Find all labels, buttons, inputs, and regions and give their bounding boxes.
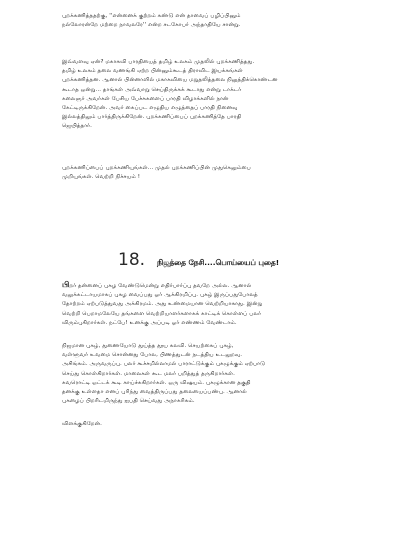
text-line: ஜெயித்தார். [62, 123, 92, 130]
first-line-text: றர் தன்னைப் புகழ வேண்டுமென்று எதிர்பார்ப்பு தவறே அல்ல. ஆனால் [69, 283, 252, 289]
text-line: இவ்வளவு ஏன்? மகாகவி பாரதியைத் தமிழ் உலகம் முதலில் புறக்கணித்தது. [62, 59, 255, 65]
text-line: தமிழ் உலகம் தலை வணங்கி ஏற்ற பின்னும்கூடத் திராவிட இயக்கங்கள் [62, 68, 243, 75]
text-line: செய்து கொள்கிறார்கள். மாலைகள் கூட மலர் பறித்துத் தருகிறார்கள். [62, 370, 235, 377]
text-line: தோற்றம் ஏற்படுத்துவது அக்கிரமம். அது உண்மையான வெற்றியாகாது. இன்று [62, 301, 263, 308]
text-line: தனக்கு உள்ளதா எனப் புரிந்து வைத்திருப்பது தலையைப்பண்பு. ஆனால் [62, 389, 247, 396]
text-line: விரும்புகிறார்கள். நட்பே! உனக்கு அப்படி ஓர் எண்ணம் வேண்டாம். [62, 319, 237, 326]
paragraph-5 [62, 342, 362, 406]
text-line: நிஜமான புகழ், துணையோடு துய்த்த தூய கலவி. செயற்கைப் புகழ், [62, 343, 234, 349]
text-line: புறக்கணித்ததற்கு, ''என்னைக் குற்றம் கண்டு என் தாவைப் பழிப்பினும் [62, 13, 241, 19]
text-line: சுவரொட்டி ஒட்டக் கூடி காய்ச்சுகிறார்கள். ஒரு விஷயம். புகழுக்கான தகுதி [62, 379, 251, 386]
paragraph-2 [62, 58, 362, 132]
text-line: வலுக்கட்டாயமாகப் புகழ வைப்பது ஓர் ஆக்கிரமிப்பு. புகழ் இருப்பதுபோலத் [62, 292, 258, 299]
text-line [62, 280, 362, 291]
text-line: கேட்டிருக்கிறேன். அவர் கைப்பட எழுதிய எழுத்தைப் பாரதி நினைவு [62, 105, 238, 112]
chapter-title: நிஜத்தை நேசி....பொய்யைப் புதை! [157, 258, 280, 267]
text-line: வெற்றி பெறாமலேயே தங்களை வெற்றியாளர்களாகக் காட்டிக் கொள்ளப் பலர் [62, 310, 262, 317]
text-line: கூடாத ஒன்று... தாங்கள் அவ்வாறு செய்திருக்கக் கூடாது என்று டாக்டர் [62, 86, 242, 93]
closing-line: விளக்குகிறேன். [62, 421, 102, 427]
paragraph-3 [62, 164, 362, 182]
text-line: கலைஞர் அவர்கள் பேசிய பேச்சுகளைப் பாரதி விழாக்களில் நான் [62, 95, 229, 102]
text-line: புறக்கணிப்பைப் புறக்கணியுங்கள்... முதல் புறக்கணிப்பின் முதுகெலும்பை [62, 165, 251, 171]
text-line: இல்லத்திலும் பார்த்திருக்கிறேன். புறக்கணிப்பைப் புறக்கணித்தே பாரதி [62, 114, 242, 121]
text-line: புகழைப் பிறரிடமிருந்து ஐபதி செய்வது அநாகரிகம். [62, 398, 195, 405]
paragraph-6 [62, 420, 362, 429]
paragraph-4 [62, 280, 362, 328]
drop-cap: பி [62, 280, 70, 289]
text-line: அசிங்கம். அருவருப்பு. பலர் கூச்சமில்லாமல் பாராட்டுக்கும் புகழுக்கும் ஏற்பாடு [62, 361, 266, 368]
text-line: நல்லோரன்றே மற்றை நாவலரே'' என்ற சடகோபர் அந்தாதியே சான்று. [62, 22, 241, 29]
text-line: வள்ளுவர் உவமை சொன்னது போல, பிணத்துடன் நடத்திய உடலுறவு. [62, 352, 243, 359]
chapter-number: 18. [118, 250, 146, 270]
text-line: புறக்கணித்தன. ஆனால் பின்னாளில் மகாகவியை மறுதலித்தலை நிலுத்திக்கொண்டன [62, 77, 278, 84]
text-line: முறியுங்கள். வெற்றி நிச்சயம் ! [62, 174, 141, 181]
chapter-heading [118, 250, 279, 270]
paragraph-1 [62, 12, 362, 30]
